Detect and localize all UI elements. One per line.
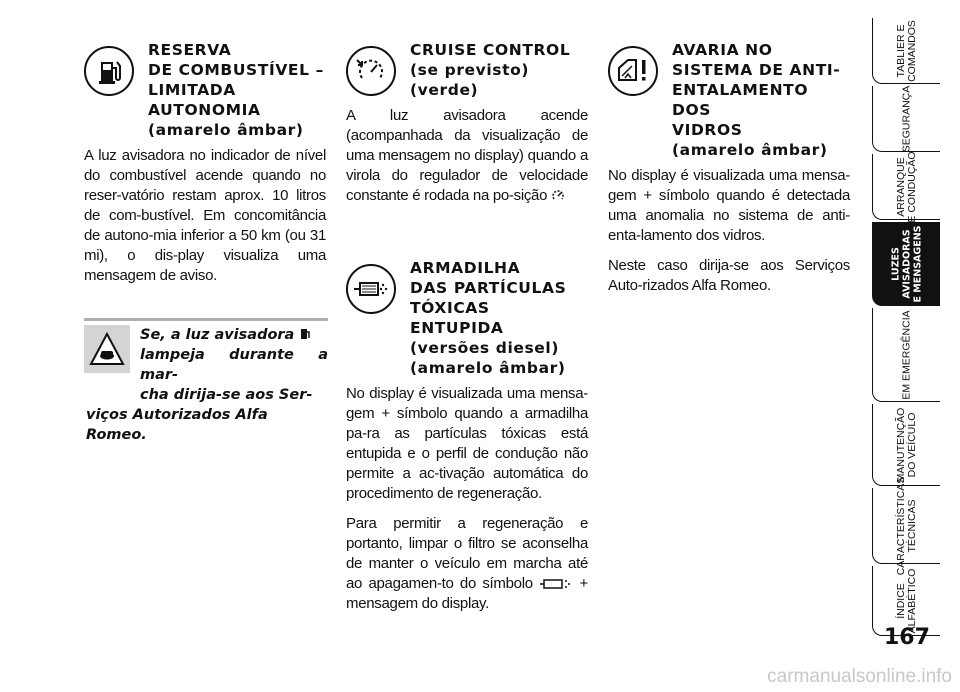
tab-arranque-conducao[interactable]: ARRANQUE E CONDUÇÃO [872,154,940,220]
tab-seguranca[interactable]: SEGURANÇA [872,86,940,152]
tab-em-emergencia[interactable]: EM EMERGÊNCIA [872,308,940,402]
window-antipinch-title: AVARIA NO SISTEMA DE ANTI- ENTALAMENTO DOS VIDROS (amarelo âmbar) [672,41,841,159]
chapter-sidebar [872,18,940,692]
note-text-tail: viços Autorizados Alfa Romeo. [86,407,268,443]
warning-triangle-icon [84,325,130,373]
tab-manutencao-veiculo[interactable]: MANUTENÇÃO DO VEÍCULO [872,404,940,486]
fuel-reserve-title: RESERVA DE COMBUSTÍVEL – LIMITADA AUTONOMIA (amarelo âmbar) [148,41,324,139]
tab-indice-alfabetico[interactable]: ÍNDICE ALFABÉTICO [872,566,940,636]
window-antipinch-text-1: No display é visualizada uma mensa-gem + símbolo quando é detectada uma anomalia no sistema de anti-enta-lamento dos vidros. [608,167,850,244]
warning-note [84,318,328,445]
fuel-reserve-text: A luz avisadora no indicador de nível do combustível acende quando no reser-vatório restam aprox. 10 litros de com-bustível. Em concomitância de autono-mia inferior a 50 km (ou 31 mi), o dis-play visualiza uma mensagem de aviso. [84,147,326,284]
cruise-control-title: CRUISE CONTROL (se previsto) (verde) [410,41,571,99]
cruise-control-header [346,40,588,100]
watermark: carmanualsonline.info [767,666,952,687]
window-antipinch-header [608,40,850,160]
dpf-title: ARMADILHA DAS PARTÍCULAS TÓXICAS ENTUPIDA (versões diesel) (amarelo âmbar) [410,259,567,377]
window-antipinch-icon [608,46,658,96]
fuel-reserve-header [84,40,326,140]
fuel-pump-inline-icon [299,327,311,341]
speedometer-inline-icon [551,188,565,202]
column-3 [608,40,850,306]
cruise-control-text: A luz avisadora acende (acompanhada da visualização de uma mensagem no display) quando a virola do regulador de velocidade constante é rodada na po-sição [346,107,588,204]
particulate-filter-inline-icon [539,578,573,590]
fuel-pump-icon [84,46,134,96]
note-text: Se, a luz avisadora lampeja durante a mar- cha dirija-se aos Ser- [140,327,328,403]
tab-caracteristicas-tecnicas[interactable]: CARACTERÍSTICAS TÉCNICAS [872,488,940,564]
note-divider [84,318,328,321]
tab-luzes-avisadoras[interactable]: LUZES AVISADORAS E MENSAGENS [872,222,940,306]
window-antipinch-text-2: Neste caso dirija-se aos Serviços Auto-rizados Alfa Romeo. [608,257,850,294]
column-1 [84,40,326,296]
speedometer-icon [346,46,396,96]
dpf-header [346,258,588,378]
page-number: 167 [884,625,930,650]
tab-tablier-comandos[interactable]: TABLIER E COMANDOS [872,18,940,84]
dpf-text-2: Para permitir a regeneração e portanto, limpar o filtro se aconselha de manter o veículo em marcha até ao apagamen-to do símbolo + mensagem do display. [346,515,588,612]
column-2 [346,40,588,624]
particulate-filter-icon [346,264,396,314]
dpf-text-1: No display é visualizada uma mensa-gem + símbolo quando a armadilha pa-ra as partículas tóxicas está entupida e o perfil de condução não permite a ac-tivação automática do procedimento de regeneração. [346,385,588,502]
